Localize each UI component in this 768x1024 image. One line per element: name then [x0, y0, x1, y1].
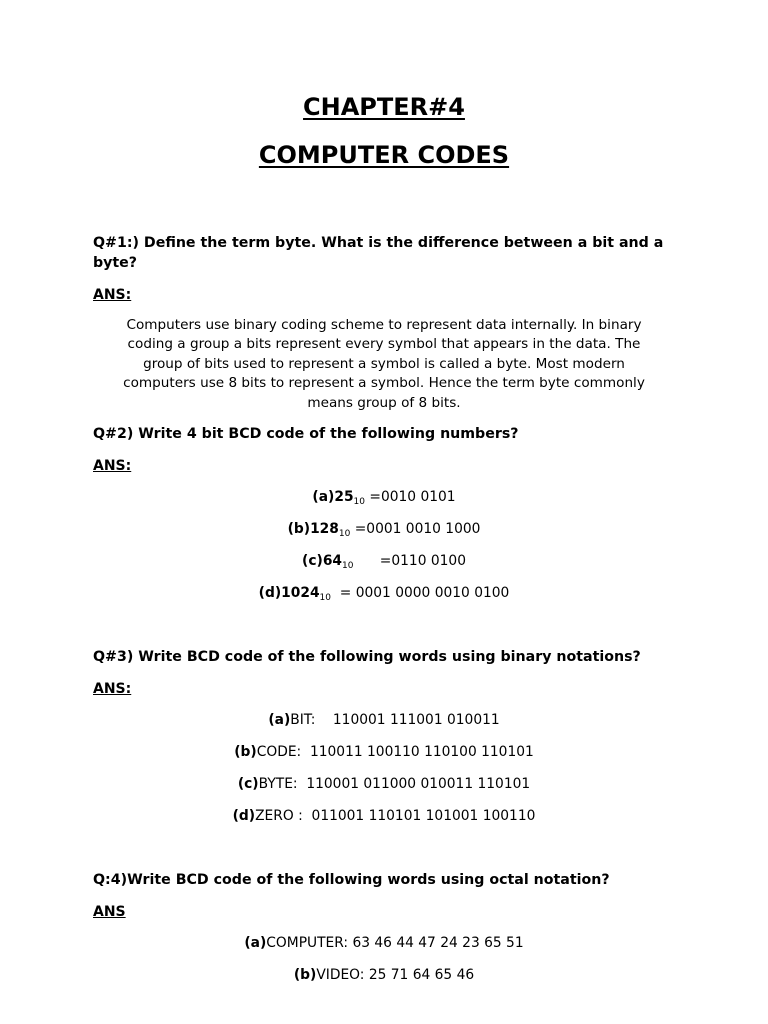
answer-1-line: computers use 8 bits to represent a symbol. Hence the term byte commonly — [123, 375, 645, 392]
answer-1-paragraph — [105, 316, 663, 413]
answer-1-line: Computers use binary coding scheme to represent data internally. In binary — [126, 317, 642, 333]
bcd-item-c: $(c)64_{10}$ =0110 0100 — [302, 553, 466, 571]
answer-1-line: means group of 8 bits. — [307, 394, 461, 411]
answer-3-label: ANS: — [93, 681, 132, 697]
page-title: COMPUTER CODES — [258, 141, 510, 169]
question-2: Q#2) Write 4 bit BCD code of the following numbers? — [93, 426, 519, 442]
binary-word-c: (c)BYTE: 110001 011000 010011 110101 — [237, 776, 531, 792]
binary-word-a: (a)BIT: 110001 111001 010011 — [268, 712, 500, 728]
question-1-line-1: Q#1:) Define the term byte. What is the difference between a bit and a — [93, 235, 664, 251]
octal-word-b: (b)VIDEO: 25 71 64 65 46 — [293, 967, 475, 983]
question-1 — [93, 233, 693, 273]
question-4: Q:4)Write BCD code of the following words using octal notation? — [93, 872, 610, 888]
binary-word-b: (b)CODE: 110011 100110 110100 110101 — [234, 744, 534, 760]
binary-word-d: (d)ZERO : 011001 110101 101001 100110 — [232, 808, 536, 824]
bcd-item-b: $(b)128_{10} =0001$ 0010 1000 — [287, 521, 481, 539]
bcd-item-a: $(a)25_{10} =0010$ 0101 — [312, 489, 456, 507]
question-1-line-2: byte? — [93, 255, 138, 271]
chapter-heading: CHAPTER#4 — [303, 93, 465, 121]
answer-1-label: ANS: — [93, 287, 132, 303]
question-3: Q#3) Write BCD code of the following words using binary notations? — [93, 649, 641, 665]
answer-2-label: ANS: — [93, 458, 132, 474]
answer-1-line: group of bits used to represent a symbol is called a byte. Most modern — [143, 355, 625, 372]
octal-word-a: (a)COMPUTER: 63 46 44 47 24 23 65 51 — [244, 935, 524, 951]
answer-1-line: coding a group a bits represent every symbol that appears in the data. The — [127, 336, 641, 353]
answer-4-label: ANS — [93, 904, 126, 920]
bcd-item-d: $(d)1024_{10} = 0001$ 0000 0010 0100 — [258, 585, 510, 603]
